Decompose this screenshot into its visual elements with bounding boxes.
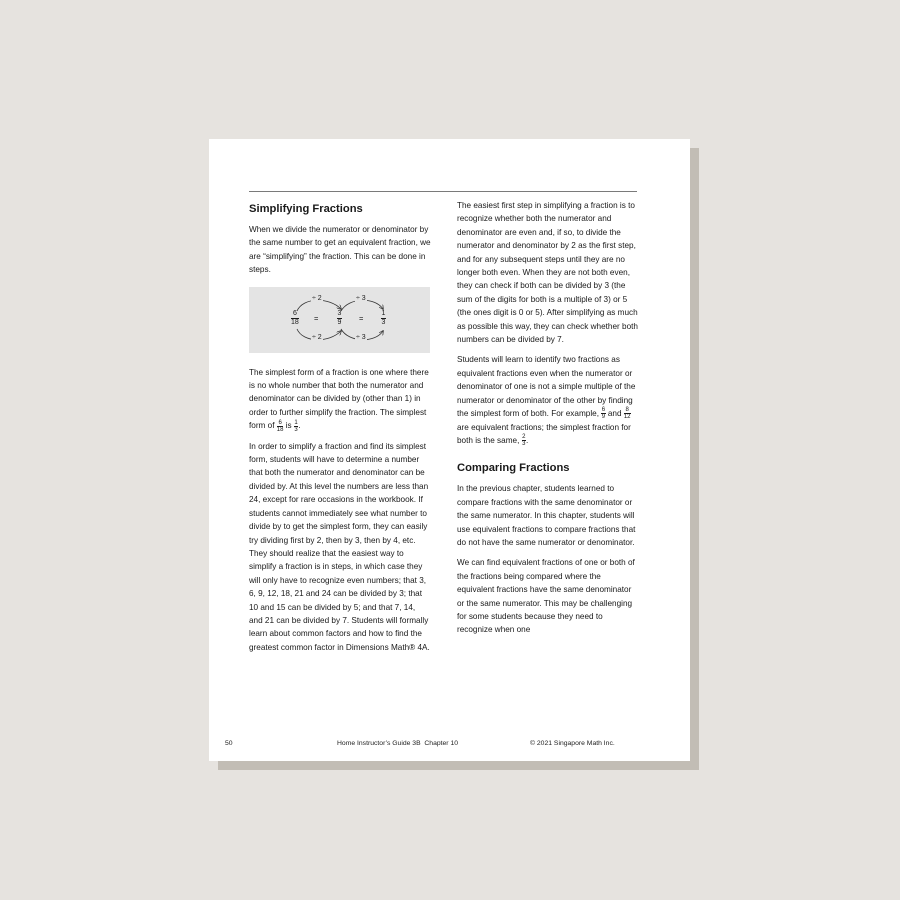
intro-paragraph: When we divide the numerator or denominator by the same number to get an equivalent fraction, we are “simplifying” the fraction. This can be done in steps.: [249, 225, 431, 275]
numerator: 3: [337, 309, 342, 317]
text: are equivalent fractions; the simplest fraction for both is the same,: [457, 422, 631, 445]
denominator: 9: [601, 414, 606, 421]
document-page: [209, 139, 690, 761]
text: .: [525, 435, 529, 445]
find-equivalent-paragraph: We can find equivalent fractions of one or both of the fractions being compared where the equivalent fractions have the same denominator or the same numerator. This may be challenging for some students because they need to recognize when one: [457, 558, 635, 635]
denominator: 3: [294, 426, 298, 433]
denominator: 12: [623, 414, 631, 421]
denominator: 18: [276, 426, 284, 433]
numerator: 6: [601, 407, 606, 414]
text: and: [605, 409, 624, 419]
text: is: [283, 421, 294, 431]
simplifying-diagram: [249, 287, 430, 353]
simplest-form-paragraph: [249, 366, 431, 433]
numerator: 1: [294, 419, 298, 426]
equals-sign-2: =: [359, 313, 364, 323]
simplify-steps-paragraph: In order to simplify a fraction and find its simplest form, students will have to determine a number that both the numerator and denominator can be divided by. At this level the numbers are less than 24, except for rare occasions in the workbook. If students cannot immediately see what number to divide by to get the simplest form, they can easily try dividing first by 2, then by 3, then by 4, etc. They should realize that the easiest way to simplify a fraction is in steps, in which case they will only have to recognize even numbers; that 3, 6, 9, 12, 18, 21 and 24 can be divided by 3; that 10 and 15 can be divided by 5; and that 7, 14, and 21 can be divided by 7. Students will formally learn about common factors and how to find the greatest common factor in Dimensions Math® 4A.: [249, 441, 430, 652]
numerator: 1: [381, 309, 386, 317]
label-div2-bottom: ÷ 2: [312, 333, 322, 341]
footer-copyright: © 2021 Singapore Math Inc.: [530, 740, 615, 747]
left-column: [249, 199, 431, 661]
denominator: 18: [291, 318, 299, 326]
heading-simplifying-fractions: Simplifying Fractions: [249, 203, 363, 215]
denominator: 3: [522, 441, 526, 448]
numerator: 8: [625, 407, 629, 414]
numerator: 6: [292, 309, 297, 317]
text: The simplest form of a fraction is one where there is no whole number that both the numerator and denominator can be divided by (other than 1) in order to further simplify the fraction. The simplest form of: [249, 367, 429, 431]
page-number: 50: [225, 740, 233, 747]
top-rule: [249, 191, 637, 192]
numerator: 2: [522, 434, 526, 441]
heading-comparing-fractions: Comparing Fractions: [457, 462, 570, 475]
text: .: [298, 421, 301, 431]
diagram-fraction-3-9: [337, 310, 342, 327]
inline-fraction-8-12: [624, 407, 631, 420]
right-column: [457, 199, 639, 644]
denominator: 9: [337, 318, 342, 326]
label-div2-top: ÷ 2: [312, 294, 322, 302]
numerator: 6: [278, 419, 282, 426]
equivalent-paragraph: [457, 353, 639, 447]
diagram-fraction-1-3: [381, 310, 386, 327]
denominator: 3: [381, 318, 386, 326]
text: Students will learn to identify two fractions as equivalent fractions even when the numerator or denominator of one is not a simple multiple of the numerator or denominator of the other by finding the simplest form of both. For example,: [457, 355, 636, 419]
label-div3-bottom: ÷ 3: [356, 333, 366, 341]
previous-chapter-paragraph: In the previous chapter, students learned to compare fractions with the same denominator or the same numerator. In this chapter, students will use equivalent fractions to compare fractions that do not have the same numerator or denominator.: [457, 484, 636, 547]
equals-sign-1: =: [314, 313, 319, 323]
diagram-fraction-6-18: [291, 310, 299, 327]
label-div3-top: ÷ 3: [356, 294, 366, 302]
footer-guide-title: Home Instructor’s Guide 3B Chapter 10: [337, 740, 459, 747]
easiest-step-paragraph: The easiest first step in simplifying a fraction is to recognize whether both the numerator and denominator are even and, if so, to divide the numerator and denominator by 2 as the first step, and for any subsequent steps until they are no longer both even. When they are not both even, they can check if both can be divided by 3 (the sum of the digits for both is a multiple of 3) or 5 (the ones digit is 0 or 5). After simplifying as much as possible this way, they can check whether both numbers can be divided by 7.: [457, 201, 638, 345]
